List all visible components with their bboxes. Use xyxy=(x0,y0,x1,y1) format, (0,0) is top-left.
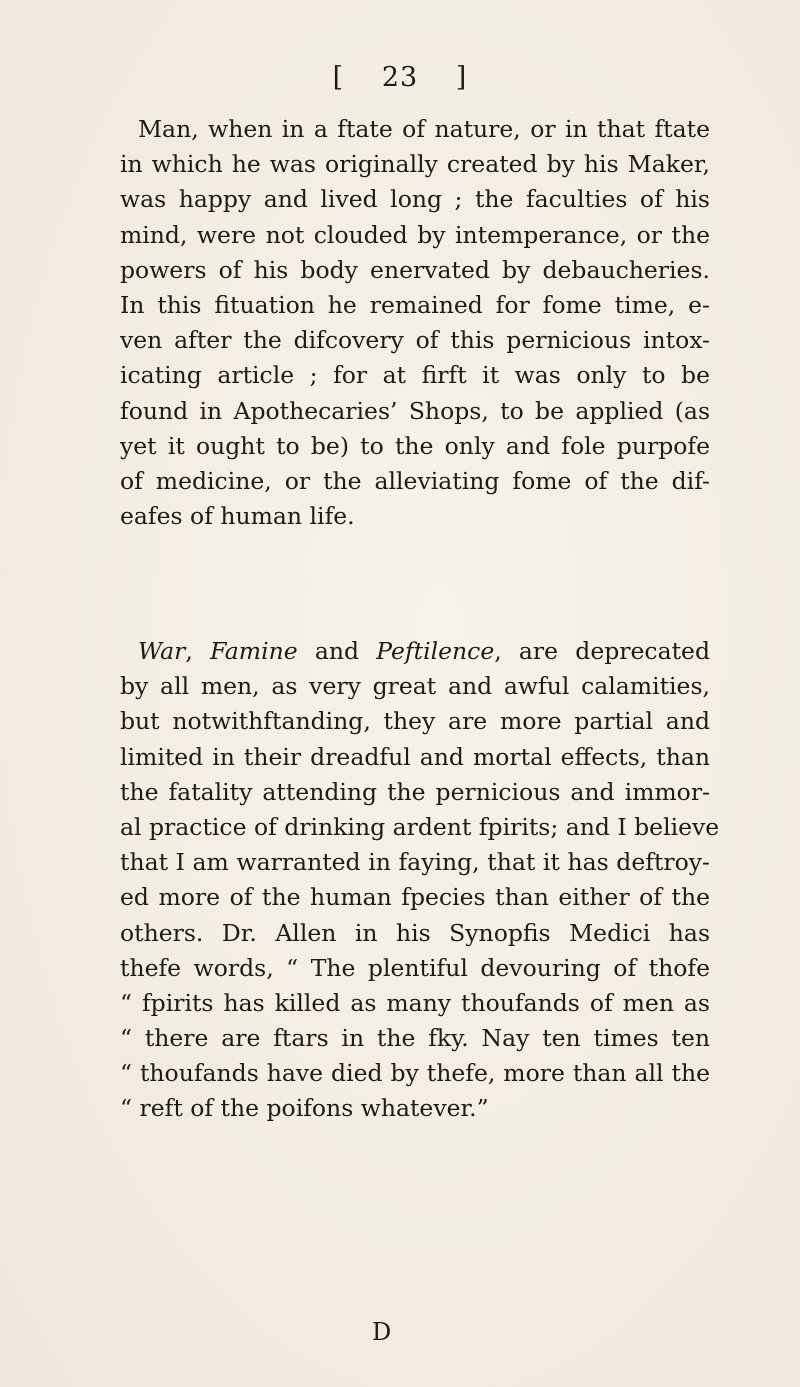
text-line: was happy and lived long ; the faculties of his xyxy=(120,185,710,214)
text-line: In this fituation he remained for fome time, e- xyxy=(120,290,710,319)
paragraph-war-famine-pestilence xyxy=(120,634,720,1127)
text-line: ven after the difcovery of this pernicious intox- xyxy=(120,326,710,355)
conjunction: and xyxy=(297,637,377,665)
text-line: eafes of human life. xyxy=(120,502,355,531)
separator: , xyxy=(185,637,211,665)
text-line: mind, were not clouded by intemperance, or the xyxy=(120,220,710,249)
text-line: in which he was originally created by his Maker, xyxy=(120,150,710,179)
italic-famine: Famine xyxy=(210,637,298,665)
text-line: that I am warranted in faying, that it has deftroy- xyxy=(120,848,710,877)
paragraph-man-in-state-of-nature xyxy=(120,112,710,534)
text-line: others. Dr. Allen in his Synopfis Medici has xyxy=(120,918,710,947)
text-line: yet it ought to be) to the only and fole purpofe xyxy=(120,431,710,460)
text-line: but notwithftanding, they are more partial and xyxy=(120,707,710,736)
bracket-open: [ xyxy=(332,62,345,93)
bracket-close: ] xyxy=(455,62,468,93)
text-line: Man, when in a ftate of nature, or in that ftate xyxy=(138,115,710,143)
text-line: “ thoufands have died by thefe, more than all the xyxy=(120,1059,710,1088)
text-line-first xyxy=(120,634,710,669)
text-line: of medicine, or the alleviating fome of the dif- xyxy=(120,466,710,495)
page-header xyxy=(0,62,800,93)
text-line: the fatality attending the pernicious and immor- xyxy=(120,777,710,806)
line-rest: , are deprecated xyxy=(494,637,710,665)
text-line: thefe words, “ The plentiful devouring of thofe xyxy=(120,953,710,982)
text-line: “ reft of the poifons whatever.” xyxy=(120,1094,489,1123)
signature-mark: D xyxy=(372,1318,392,1346)
text-line: limited in their dreadful and mortal effects, than xyxy=(120,742,710,771)
text-line: icating article ; for at firft it was only to be xyxy=(120,361,710,390)
text-line: “ fpirits has killed as many thoufands of men as xyxy=(120,988,710,1017)
text-line: powers of his body enervated by debaucheries. xyxy=(120,255,710,284)
italic-pestilence: Peftilence xyxy=(376,637,495,665)
text-line: found in Apothecaries’ Shops, to be applied (as xyxy=(120,396,710,425)
text-line: “ there are ftars in the fky. Nay ten times ten xyxy=(120,1024,710,1053)
text-line: al practice of drinking ardent fpirits; and I believe xyxy=(120,812,720,841)
italic-war: War xyxy=(138,637,186,665)
text-line: by all men, as very great and awful calamities, xyxy=(120,672,710,701)
page-number: 23 xyxy=(381,62,419,93)
text-line: ed more of the human fpecies than either of the xyxy=(120,883,710,912)
